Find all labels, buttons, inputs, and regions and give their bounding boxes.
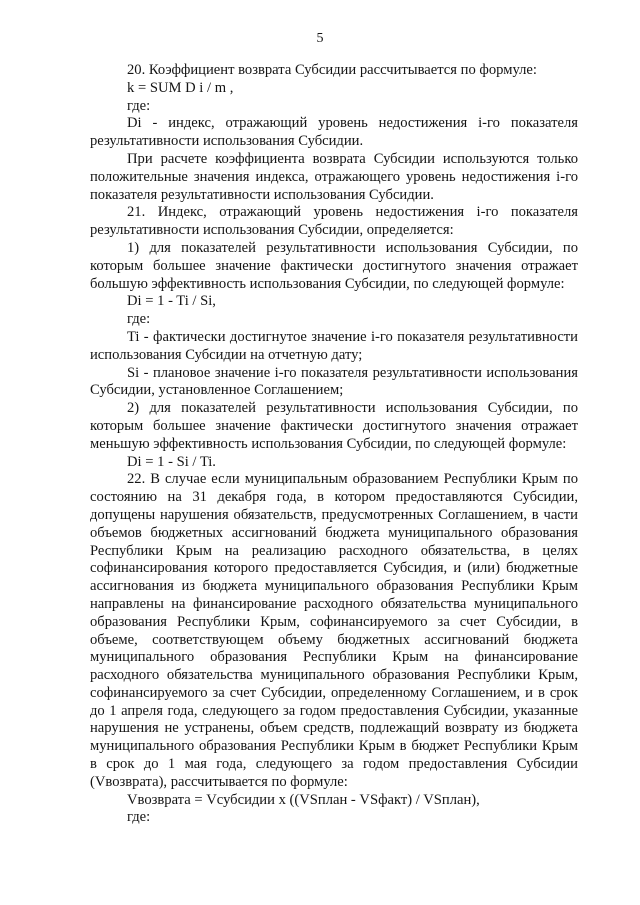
paragraph-22: 22. В случае если муниципальным образованием Республики Крым по состоянию на 31 декабря года, в котором предоставляются Субсидии, допущены нарушения обязательств, предусмотренных Соглашением, в части объемов бюджетных ассигнований бюджета муниципального образования Республики Крым на реализацию расходного обязательства, в целях софинансирования которого предоставляется Субсидия, и (или) бюджетные ассигнования из бюджета муниципального образования Республики Крым направлены на финансирование расходного обязательства муниципального образования Республики Крым, софинансируемого за счет Субсидии, в объеме, соответствующем объему бюджетных ассигнований бюджета муниципального образования Республики Крым на финансирование расходного обязательства муниципального образования Республики Крым, софинансируемого за счет Субсидии, определенному Соглашением, и в срок до 1 апреля года, следующего за годом предоставления Субсидии, указанные нарушения не устранены, объем средств, подлежащий возврату из бюджета муниципального образования Республики Крым в бюджет Республики Крым в срок до 1 мая года, следующего за годом предоставления Субсидии (Vвозврата), рассчитывается по формуле: xyxy=(90,471,578,790)
where-label-1: где: xyxy=(127,97,151,114)
si-definition: Si - плановое значение i-го показателя результативности использования Субсидии, установленное Соглашением; xyxy=(90,364,578,399)
di-definition: Di - индекс, отражающий уровень недостижения i-го показателя результативности использования Субсидии. xyxy=(90,115,578,150)
paragraph-20: 20. Коэффициент возврата Субсидии рассчитывается по формуле: xyxy=(127,62,537,78)
paragraph-21: 21. Индекс, отражающий уровень недостижения i-го показателя результативности использования Субсидии, определяется: xyxy=(90,204,578,239)
document-body xyxy=(90,62,578,827)
formula-di-2: Di = 1 - Si / Ti. xyxy=(127,453,216,470)
where-label-2: где: xyxy=(127,311,151,328)
ti-definition: Ti - фактически достигнутое значение i-го показателя результативности использования Субсидии на отчетную дату; xyxy=(90,328,578,363)
page-number: 5 xyxy=(316,31,324,46)
formula-di-1: Di = 1 - Ti / Si, xyxy=(127,293,216,310)
formula-k: k = SUM D i / m , xyxy=(127,79,234,96)
formula-v-return: Vвозврата = Vсубсидии x ((VSплан - VSфакт) / VSплан), xyxy=(127,791,480,808)
item-2: 2) для показателей результативности использования Субсидии, по которым большее значение фактически достигнутого значения отражает меньшую эффективность использования Субсидии, по следующей формуле: xyxy=(90,400,578,452)
item-1: 1) для показателей результативности использования Субсидии, по которым большее значение фактически достигнутого значения отражает большую эффективность использования Субсидии, по следующей формуле: xyxy=(90,239,578,292)
calculation-note: При расчете коэффициента возврата Субсидии используются только положительные значения индекса, отражающего уровень недостижения i-го показателя результативности использования Субсидии. xyxy=(90,150,578,203)
where-label-3: где: xyxy=(127,809,151,826)
